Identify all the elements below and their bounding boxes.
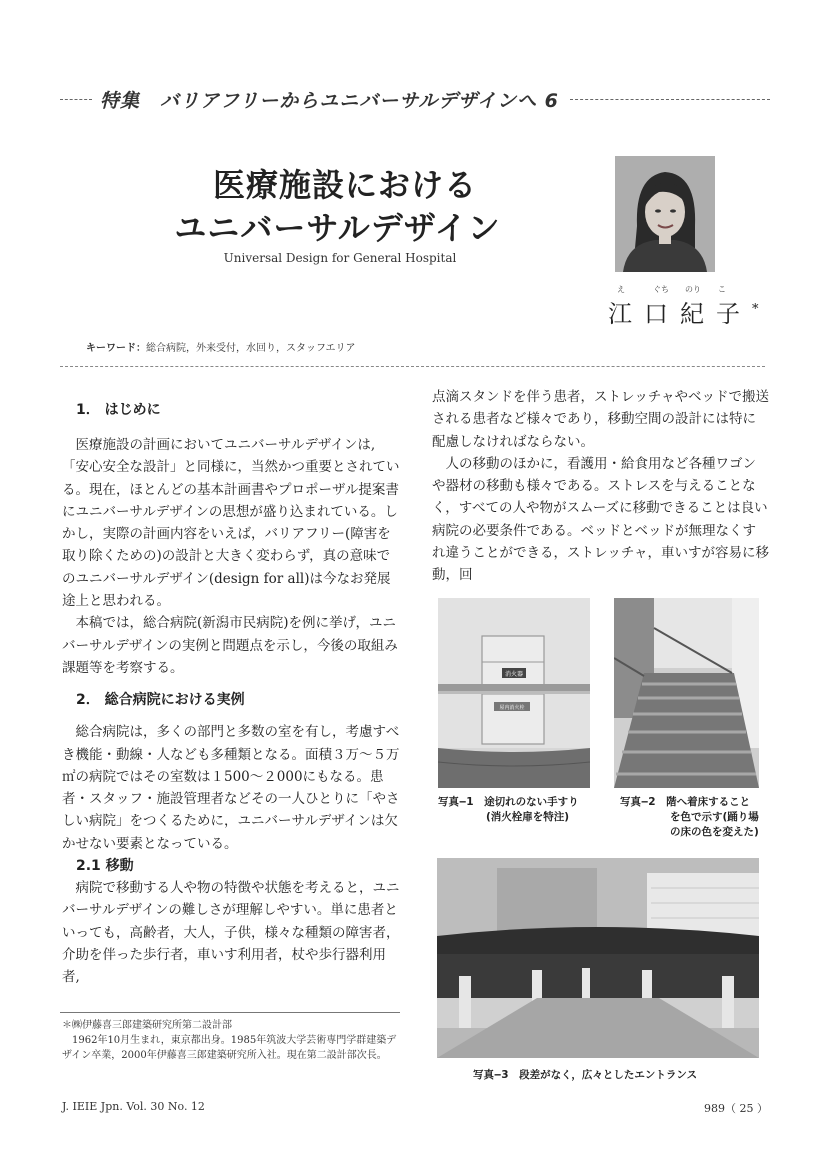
author-name-block — [608, 294, 759, 329]
caption-photo-1-line2: (消火栓扉を特注) — [486, 811, 570, 823]
ruby-nori: のり — [685, 285, 701, 294]
photo-1-handrail — [438, 598, 590, 788]
caption-photo-2-line1: 写真‒2 階へ着床すること — [620, 796, 751, 808]
dashed-rule-left — [60, 99, 92, 100]
caption-photo-1-line1: 写真‒1 途切れのない手すり — [438, 796, 579, 808]
section-heading-1: 1． はじめに — [76, 402, 161, 418]
photo-1-sign-top: 消火器 — [504, 671, 524, 678]
paragraph-movement: 病院で移動する人や物の特徴や状態を考えると，ユニバーサルデザインの難しさが理解しやすい。単に患者といっても，高齢者，大人，子供，様々な種類の障害者，介助を伴った歩行者，車いす利用者，杖や歩行器利用者, — [62, 880, 400, 986]
photo-1-sign-bottom: 屋内消火栓 — [499, 705, 525, 711]
series-title: 特集 バリアフリーからユニバーサルデザインへ 6 — [100, 90, 559, 112]
photo-3-entrance — [437, 858, 759, 1058]
paragraph-scope: 本稿では，総合病院(新潟市民病院)を例に挙げ，ユニバーサルデザインの実例と問題点を示し，今後の取組み課題等を考察する。 — [62, 615, 398, 676]
author-portrait — [615, 156, 715, 272]
footnote-body: 1962年10月生まれ，東京都出身。1985年筑波大学芸術専門学群建築デザイン卒業，2000年伊藤喜三郎建築研究所入社。現在第二設計部次長。 — [62, 1035, 397, 1061]
photo-2-staircase — [614, 598, 759, 788]
keywords — [86, 339, 356, 354]
section-heading-2: 2． 総合病院における実例 — [76, 692, 245, 709]
keywords-divider — [60, 366, 765, 367]
paragraph-hospital: 総合病院は，多くの部門と多数の室を有し，考慮すべき機能・動線・人なども多種類となる。面積３万～５万㎡の病院ではその室数は１500～２000にもなる。患者・スタッフ・施設管理者などその一人ひとりに「やさしい病院」をつくるために，ユニバーサルデザインは欠かせない要素となっている。 — [62, 724, 400, 852]
keywords-text: 総合病院，外来受付，水回り，スタッフエリア — [146, 343, 356, 354]
paragraph-wagons: 人の移動のほかに，看護用・給食用など各種ワゴンや器材の移動も様々である。ストレスを与えることなく，すべての人や物がスムーズに移動できることは良い病院の必要条件である。ベッドとベッドが無理なくすれ違うことができる，ストレッチャ，車いすが容易に移動，回 — [432, 455, 769, 584]
left-column — [62, 398, 402, 989]
keywords-label: キーワード： — [86, 343, 146, 354]
caption-photo-2-line3: の床の色を変えた) — [670, 826, 759, 838]
ruby-ko: こ — [718, 285, 726, 294]
caption-photo-2 — [620, 795, 759, 840]
portrait-illustration — [615, 156, 715, 272]
dashed-rule-right — [570, 99, 770, 100]
right-column — [432, 386, 769, 587]
footnote-title: ＊㈱伊藤喜三郎建築研究所第二設計部 — [62, 1020, 232, 1031]
footnote-divider — [60, 1012, 400, 1013]
author-footnote-mark: * — [752, 302, 759, 317]
paragraph-patients: 点滴スタンドを伴う患者，ストレッチャやベッドで搬送される患者など様々であり，移動空間の設計には特に配慮しなければならない。 — [432, 389, 769, 450]
caption-photo-2-line2: を色で示す(踊り場 — [670, 811, 759, 823]
caption-photo-3: 写真‒3 段差がなく，広々としたエントランス — [473, 1069, 698, 1081]
article-title-line2: ユニバーサルデザイン — [174, 209, 501, 247]
caption-photo-1 — [438, 795, 579, 825]
journal-citation: J. IEIE Jpn. Vol. 30 No. 12 — [62, 1100, 205, 1113]
ruby-e: え — [617, 285, 625, 294]
ruby-guchi: ぐち — [653, 285, 669, 294]
photo-2-illustration — [614, 598, 759, 788]
author-name: 江口紀子 — [608, 300, 752, 328]
series-header — [60, 86, 770, 112]
photo-3-illustration — [437, 858, 759, 1058]
page-number: 989（ 25 ） — [704, 1102, 768, 1115]
footnote — [62, 1018, 402, 1063]
subsection-heading-2-1: 2.1 移動 — [76, 858, 134, 875]
photo-1-illustration — [438, 598, 590, 788]
paragraph-intro: 医療施設の計画においてユニバーサルデザインは,「安心安全な設計」と同様に，当然かつ重要とされている。現在，ほとんどの基本計画書やプロポーザル提案書にユニバーサルデザインの思想が盛り込まれている。しかし，実際の計画内容をいえば，バリアフリー(障害を取り除くための)の設計と大きく変わらず，真の意味でのユニバーサルデザイン(design for all)は今なお発展途上と思われる。 — [62, 437, 400, 610]
article-subtitle: Universal Design for General Hospital — [223, 251, 457, 265]
article-title-line1: 医療施設における — [212, 166, 477, 204]
